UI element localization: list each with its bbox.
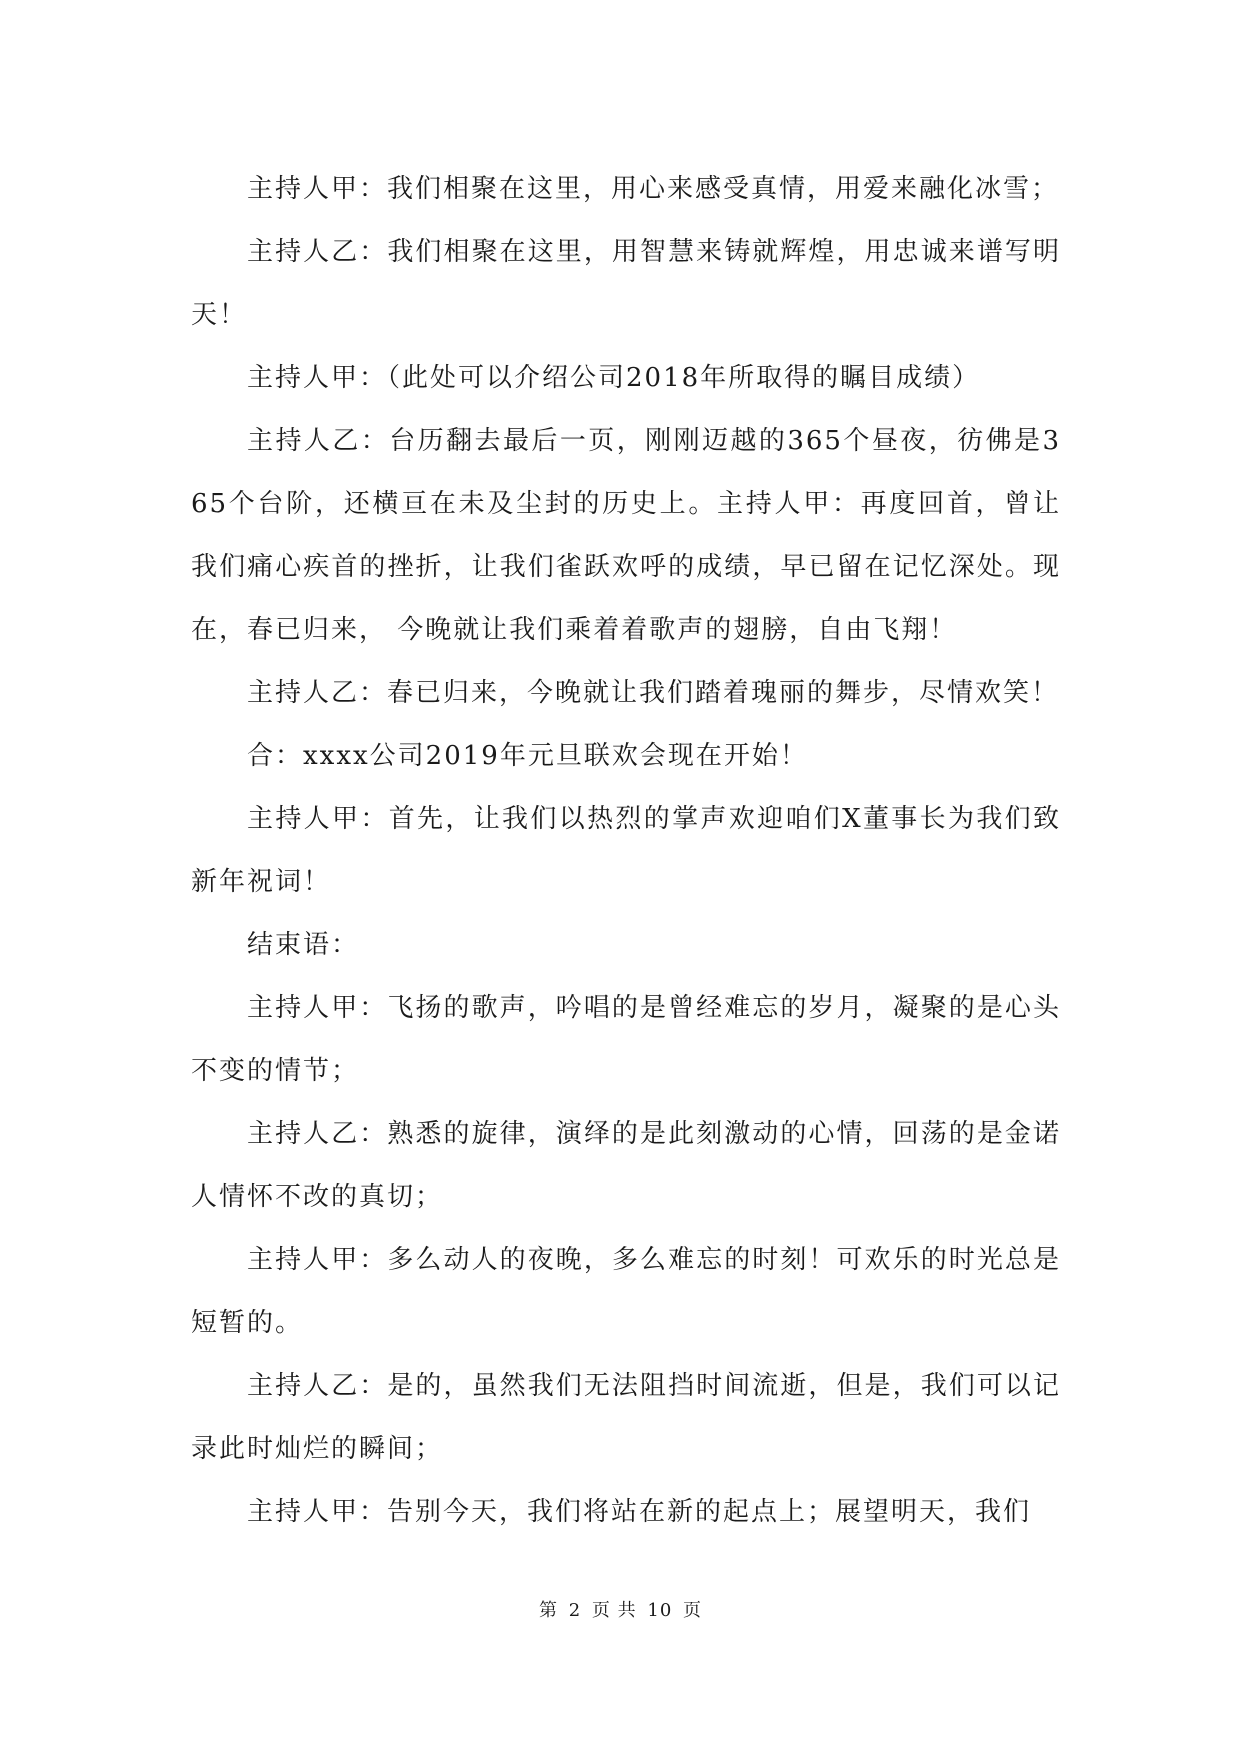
paragraph-6: 合：xxxx公司2019年元旦联欢会现在开始！ (247, 741, 808, 771)
paragraph-2: 主持人乙：我们相聚在这里，用智慧来铸就辉煌，用忠诚来谱写明天！ (191, 237, 1061, 330)
paragraph-12: 主持人乙：是的，虽然我们无法阻挡时间流逝，但是，我们可以记录此时灿烂的瞬间； (191, 1371, 1061, 1464)
footer-page-number: 2 (568, 1600, 582, 1621)
footer-suffix: 页 (683, 1600, 703, 1621)
paragraph-3: 主持人甲：（此处可以介绍公司2018年所取得的瞩目成绩） (247, 363, 981, 393)
paragraph-11: 主持人甲：多么动人的夜晚，多么难忘的时刻！可欢乐的时光总是短暂的。 (191, 1245, 1061, 1338)
section-heading-closing: 结束语： (247, 930, 360, 960)
paragraph-10: 主持人乙：熟悉的旋律，演绎的是此刻激动的心情，回荡的是金诺人情怀不改的真切； (191, 1119, 1061, 1212)
paragraph-7: 主持人甲：首先，让我们以热烈的掌声欢迎咱们X董事长为我们致新年祝词！ (191, 804, 1061, 897)
paragraph-5: 主持人乙：春已归来，今晚就让我们踏着瑰丽的舞步，尽情欢笑！ (247, 678, 1060, 708)
paragraph-4: 主持人乙：台历翻去最后一页，刚刚迈越的365个昼夜，彷佛是365个台阶，还横亘在未及尘封的历史上。主持人甲：再度回首，曾让我们痛心疾首的挫折，让我们雀跃欢呼的成绩，早已留在记忆深处。现在，春已归来， 今晚就让我们乘着着歌声的翅膀，自由飞翔！ (191, 426, 1061, 645)
document-body (191, 158, 1061, 1544)
paragraph-1: 主持人甲：我们相聚在这里，用心来感受真情，用爱来融化冰雪； (247, 174, 1060, 204)
footer-total-pages: 10 (647, 1600, 673, 1621)
footer-middle: 页 共 (591, 1600, 637, 1621)
page-footer (0, 1596, 1241, 1622)
paragraph-13: 主持人甲：告别今天，我们将站在新的起点上；展望明天，我们 (247, 1497, 1032, 1527)
footer-prefix: 第 (538, 1600, 558, 1621)
paragraph-9: 主持人甲：飞扬的歌声，吟唱的是曾经难忘的岁月，凝聚的是心头不变的情节； (191, 993, 1061, 1086)
